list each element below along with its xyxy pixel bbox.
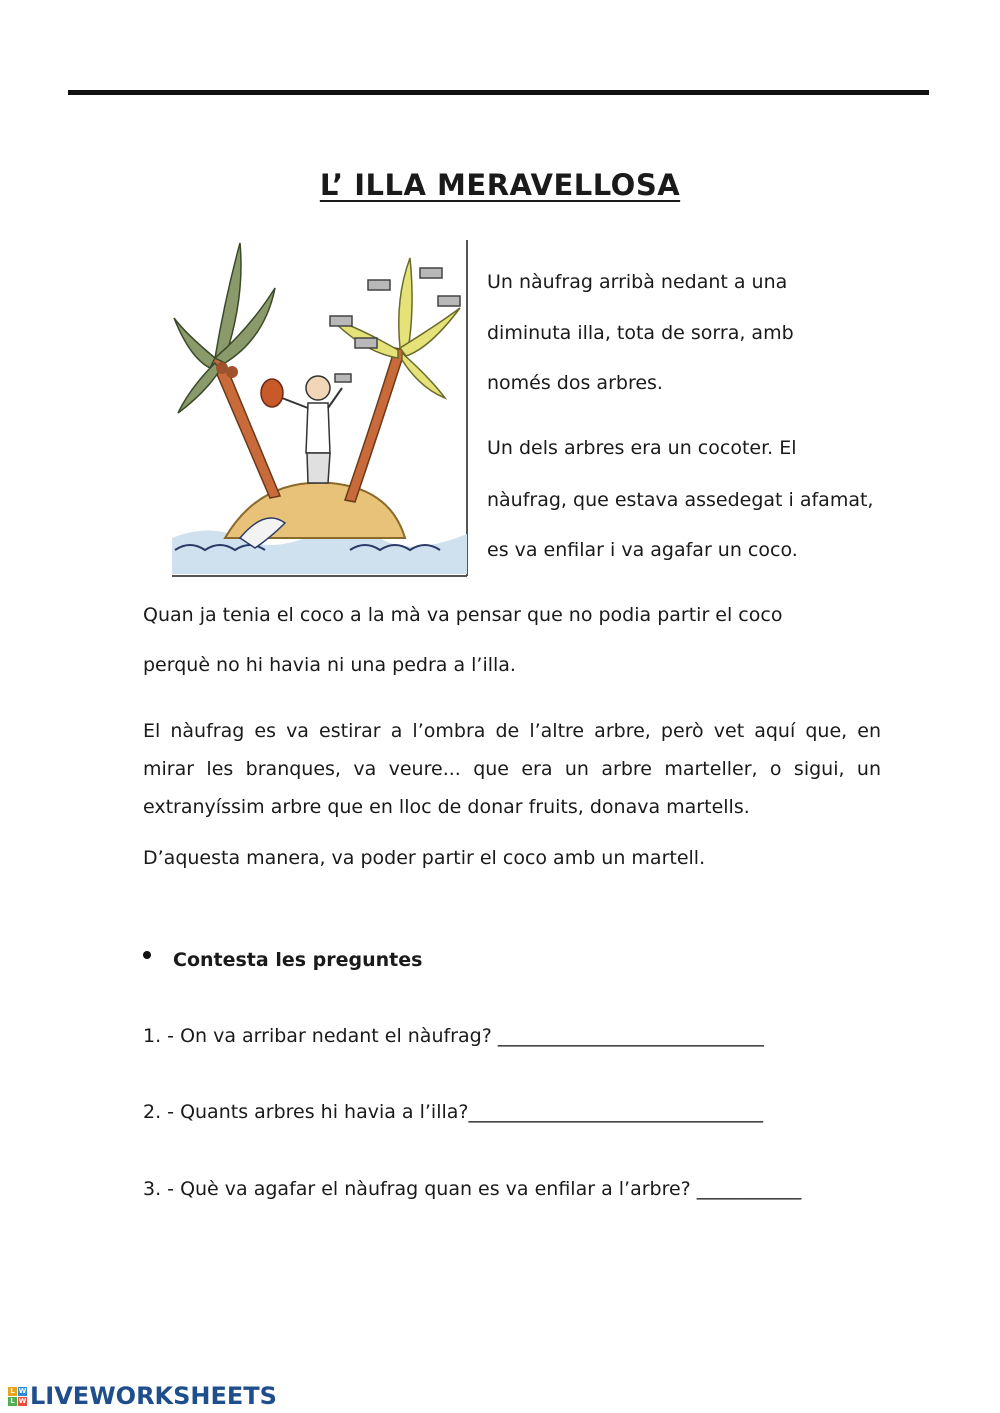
logo-icon [8,1387,27,1406]
paragraph-1-line: Quan ja tenia el coco a la mà va pensar que no podia partir el coco [143,604,783,626]
logo-block: W [18,1396,27,1405]
instruction-heading: Contesta les preguntes [173,949,423,971]
side-text-line: Un nàufrag arribà nedant a una [487,271,788,293]
liveworksheets-logo [8,1381,277,1411]
question-2[interactable]: 2. - Quants arbres hi havia a l’illa?_______________________________ [143,1101,763,1123]
logo-block: L [8,1397,17,1406]
logo-block: W [18,1386,27,1395]
paragraph-2: El nàufrag es va estirar a l’ombra de l’altre arbre, però vet aquí que, en mirar les branques, va veure... que era un arbre marteller, o sigui, un extranyíssim arbre que en lloc de donar fruits, donava martells. [143,720,881,818]
side-text-line: nàufrag, que estava assedegat i afamat, [487,489,874,511]
paragraph-1-line: perquè no hi havia ni una pedra a l’illa. [143,654,516,676]
logo-block: L [8,1387,17,1396]
island-illustration [170,238,470,582]
side-text-line: només dos arbres. [487,372,663,394]
side-text-line: Un dels arbres era un cocoter. El [487,437,797,459]
bullet-icon [143,951,151,959]
top-rule [68,90,929,95]
page-title: L’ ILLA MERAVELLOSA [319,168,681,202]
side-text-line: diminuta illa, tota de sorra, amb [487,322,794,344]
logo-text: LIVEWORKSHEETS [30,1382,277,1410]
paragraph-3: D’aquesta manera, va poder partir el coco amb un martell. [143,847,706,869]
question-3[interactable]: 3. - Què va agafar el nàufrag quan es va enfilar a l’arbre? ___________ [143,1178,802,1200]
side-text-line: es va enfilar i va agafar un coco. [487,539,798,561]
question-1[interactable]: 1. - On va arribar nedant el nàufrag? ____________________________ [143,1025,764,1047]
